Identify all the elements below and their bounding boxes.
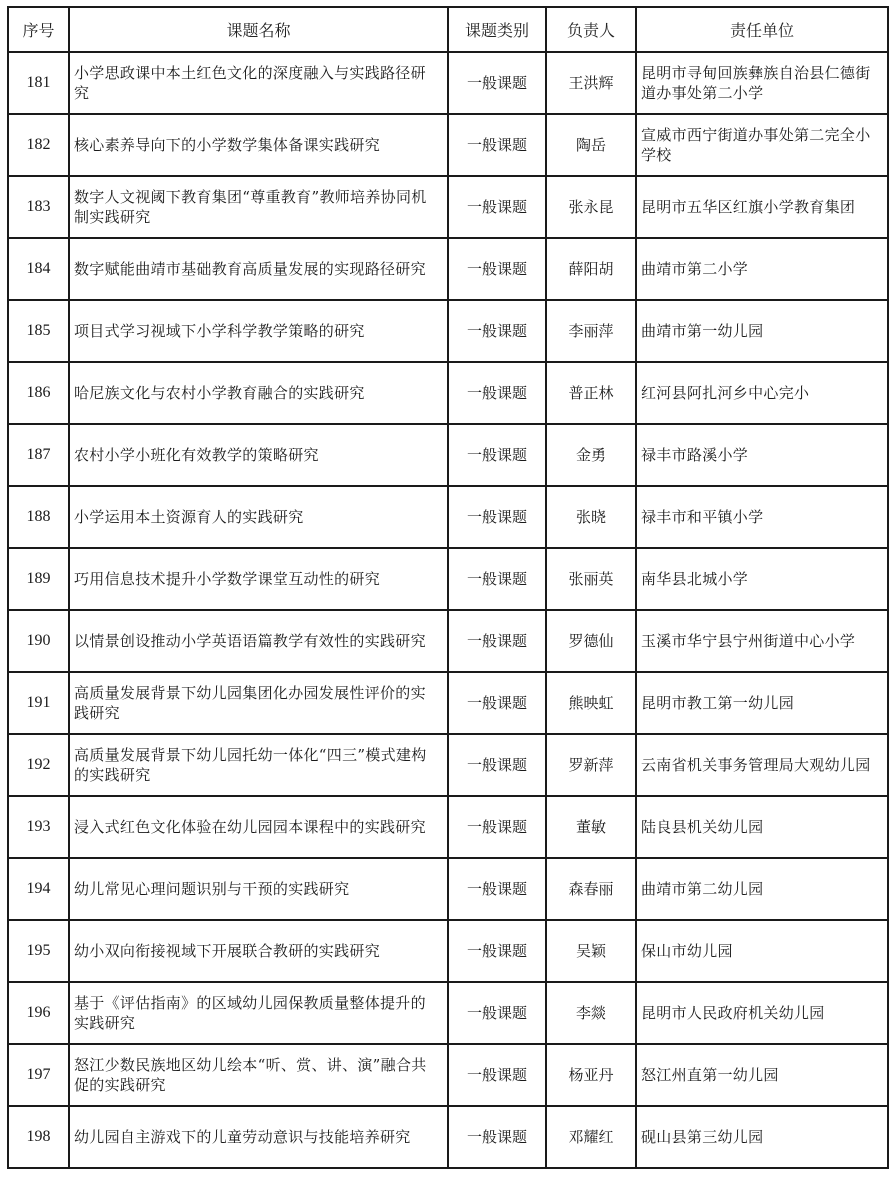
- cell-title: 核心素养导向下的小学数学集体备课实践研究: [69, 114, 448, 176]
- cell-unit: 玉溪市华宁县宁州街道中心小学: [636, 610, 888, 672]
- cell-unit: 禄丰市路溪小学: [636, 424, 888, 486]
- cell-unit: 禄丰市和平镇小学: [636, 486, 888, 548]
- cell-type: 一般课题: [448, 672, 546, 734]
- cell-unit: 红河县阿扎河乡中心完小: [636, 362, 888, 424]
- table-row: [8, 424, 888, 486]
- cell-no: 187: [8, 424, 69, 486]
- header-title: 课题名称: [69, 7, 448, 52]
- cell-no: 194: [8, 858, 69, 920]
- table-row: [8, 300, 888, 362]
- cell-leader: 董敏: [546, 796, 636, 858]
- table-row: [8, 1044, 888, 1106]
- project-list-table: [7, 6, 889, 1169]
- cell-no: 191: [8, 672, 69, 734]
- cell-leader: 张丽英: [546, 548, 636, 610]
- cell-leader: 金勇: [546, 424, 636, 486]
- cell-unit: 保山市幼儿园: [636, 920, 888, 982]
- cell-type: 一般课题: [448, 300, 546, 362]
- cell-unit: 昆明市人民政府机关幼儿园: [636, 982, 888, 1044]
- cell-title: 基于《评估指南》的区域幼儿园保教质量整体提升的实践研究: [69, 982, 448, 1044]
- cell-no: 189: [8, 548, 69, 610]
- cell-title: 巧用信息技术提升小学数学课堂互动性的研究: [69, 548, 448, 610]
- cell-unit: 怒江州直第一幼儿园: [636, 1044, 888, 1106]
- cell-no: 196: [8, 982, 69, 1044]
- cell-no: 193: [8, 796, 69, 858]
- cell-title: 小学思政课中本土红色文化的深度融入与实践路径研究: [69, 52, 448, 114]
- cell-no: 181: [8, 52, 69, 114]
- cell-title: 怒江少数民族地区幼儿绘本“听、赏、讲、演”融合共促的实践研究: [69, 1044, 448, 1106]
- header-type: 课题类别: [448, 7, 546, 52]
- cell-type: 一般课题: [448, 486, 546, 548]
- table-row: [8, 796, 888, 858]
- cell-title: 幼小双向衔接视域下开展联合教研的实践研究: [69, 920, 448, 982]
- table-row: [8, 982, 888, 1044]
- cell-title: 数字人文视阈下教育集团“尊重教育”教师培养协同机制实践研究: [69, 176, 448, 238]
- cell-type: 一般课题: [448, 238, 546, 300]
- cell-no: 198: [8, 1106, 69, 1168]
- cell-title: 高质量发展背景下幼儿园集团化办园发展性评价的实践研究: [69, 672, 448, 734]
- header-leader: 负责人: [546, 7, 636, 52]
- cell-unit: 宣威市西宁街道办事处第二完全小学校: [636, 114, 888, 176]
- cell-no: 183: [8, 176, 69, 238]
- header-row: [8, 7, 888, 52]
- cell-leader: 李丽萍: [546, 300, 636, 362]
- cell-leader: 陶岳: [546, 114, 636, 176]
- cell-type: 一般课题: [448, 114, 546, 176]
- header-no: 序号: [8, 7, 69, 52]
- cell-type: 一般课题: [448, 796, 546, 858]
- table-row: [8, 114, 888, 176]
- cell-title: 项目式学习视域下小学科学教学策略的研究: [69, 300, 448, 362]
- cell-leader: 薛阳胡: [546, 238, 636, 300]
- cell-unit: 南华县北城小学: [636, 548, 888, 610]
- table-row: [8, 486, 888, 548]
- cell-title: 以情景创设推动小学英语语篇教学有效性的实践研究: [69, 610, 448, 672]
- table-row: [8, 734, 888, 796]
- cell-leader: 罗新萍: [546, 734, 636, 796]
- cell-leader: 森春丽: [546, 858, 636, 920]
- cell-title: 高质量发展背景下幼儿园托幼一体化“四三”模式建构的实践研究: [69, 734, 448, 796]
- cell-title: 小学运用本土资源育人的实践研究: [69, 486, 448, 548]
- cell-unit: 云南省机关事务管理局大观幼儿园: [636, 734, 888, 796]
- cell-title: 浸入式红色文化体验在幼儿园园本课程中的实践研究: [69, 796, 448, 858]
- cell-title: 幼儿园自主游戏下的儿童劳动意识与技能培养研究: [69, 1106, 448, 1168]
- table-row: [8, 362, 888, 424]
- cell-leader: 吴颖: [546, 920, 636, 982]
- cell-title: 农村小学小班化有效教学的策略研究: [69, 424, 448, 486]
- table-row: [8, 858, 888, 920]
- table-body: [8, 52, 888, 1168]
- table-row: [8, 52, 888, 114]
- cell-type: 一般课题: [448, 176, 546, 238]
- table-row: [8, 176, 888, 238]
- table-header: [8, 7, 888, 52]
- cell-type: 一般课题: [448, 982, 546, 1044]
- cell-title: 幼儿常见心理问题识别与干预的实践研究: [69, 858, 448, 920]
- cell-type: 一般课题: [448, 858, 546, 920]
- cell-no: 192: [8, 734, 69, 796]
- cell-type: 一般课题: [448, 362, 546, 424]
- cell-no: 186: [8, 362, 69, 424]
- cell-no: 197: [8, 1044, 69, 1106]
- table-row: [8, 238, 888, 300]
- table-row: [8, 672, 888, 734]
- cell-no: 185: [8, 300, 69, 362]
- cell-leader: 罗德仙: [546, 610, 636, 672]
- cell-leader: 杨亚丹: [546, 1044, 636, 1106]
- cell-unit: 昆明市五华区红旗小学教育集团: [636, 176, 888, 238]
- cell-type: 一般课题: [448, 610, 546, 672]
- cell-type: 一般课题: [448, 734, 546, 796]
- cell-unit: 曲靖市第二幼儿园: [636, 858, 888, 920]
- cell-no: 188: [8, 486, 69, 548]
- table-row: [8, 920, 888, 982]
- cell-title: 哈尼族文化与农村小学教育融合的实践研究: [69, 362, 448, 424]
- cell-unit: 昆明市教工第一幼儿园: [636, 672, 888, 734]
- cell-leader: 熊映虹: [546, 672, 636, 734]
- cell-unit: 陆良县机关幼儿园: [636, 796, 888, 858]
- cell-unit: 曲靖市第二小学: [636, 238, 888, 300]
- cell-leader: 张永昆: [546, 176, 636, 238]
- cell-type: 一般课题: [448, 1044, 546, 1106]
- cell-leader: 张晓: [546, 486, 636, 548]
- table-row: [8, 610, 888, 672]
- table-row: [8, 1106, 888, 1168]
- cell-type: 一般课题: [448, 1106, 546, 1168]
- cell-unit: 砚山县第三幼儿园: [636, 1106, 888, 1168]
- cell-unit: 昆明市寻甸回族彝族自治县仁德街道办事处第二小学: [636, 52, 888, 114]
- cell-no: 190: [8, 610, 69, 672]
- cell-type: 一般课题: [448, 548, 546, 610]
- cell-leader: 普正林: [546, 362, 636, 424]
- header-unit: 责任单位: [636, 7, 888, 52]
- cell-unit: 曲靖市第一幼儿园: [636, 300, 888, 362]
- cell-leader: 李燚: [546, 982, 636, 1044]
- cell-type: 一般课题: [448, 424, 546, 486]
- cell-no: 182: [8, 114, 69, 176]
- cell-leader: 王洪辉: [546, 52, 636, 114]
- cell-leader: 邓耀红: [546, 1106, 636, 1168]
- cell-no: 184: [8, 238, 69, 300]
- cell-no: 195: [8, 920, 69, 982]
- cell-type: 一般课题: [448, 52, 546, 114]
- cell-type: 一般课题: [448, 920, 546, 982]
- cell-title: 数字赋能曲靖市基础教育高质量发展的实现路径研究: [69, 238, 448, 300]
- table-row: [8, 548, 888, 610]
